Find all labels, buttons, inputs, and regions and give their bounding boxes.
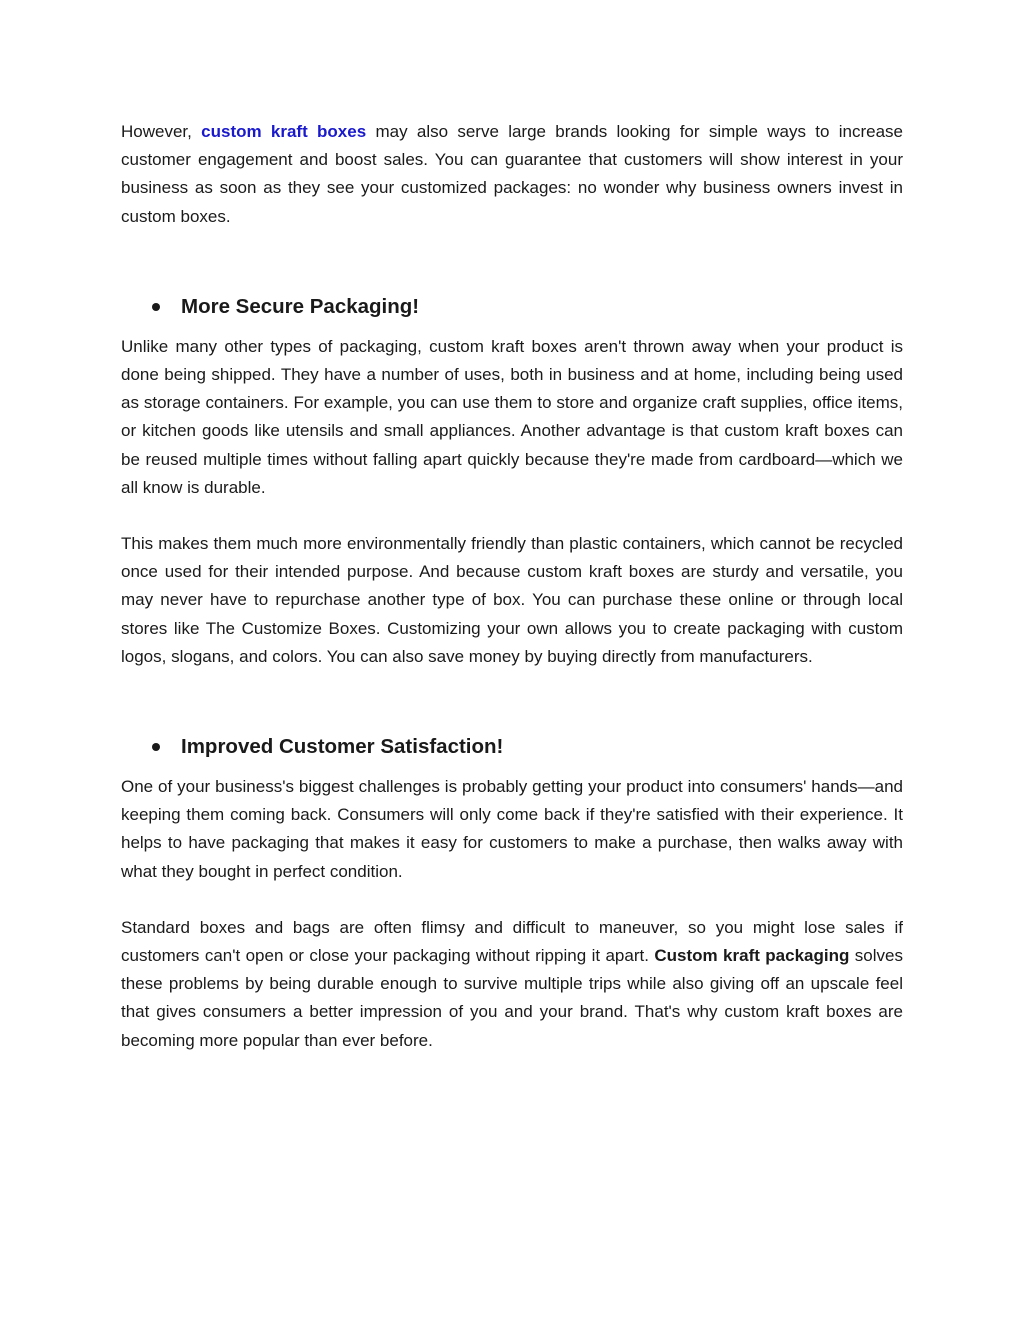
heading-more-secure-packaging: More Secure Packaging! xyxy=(181,294,420,318)
custom-kraft-boxes-link[interactable]: custom kraft boxes xyxy=(201,122,367,141)
intro-text-before: However, xyxy=(121,122,202,141)
satisfaction-text-before: Standard boxes and bags are often flimsy and difficult to maneuver, so you might lose sales if customers can't open or close your packaging without ripping it apart. xyxy=(121,917,903,966)
bullet-icon xyxy=(152,303,160,311)
secure-paragraph-2: This makes them much more environmentally friendly than plastic containers, which cannot be recycled once used for their intended purpose. And because custom kraft boxes are sturdy and versatile, you may never have to repurchase another type of box. You can purchase these online or through local stores like The Customize Boxes. Customizing your own allows you to create packaging with custom logos, slogans, and colors. You can also save money by buying directly from manufacturers. xyxy=(121,534,903,666)
custom-kraft-packaging-bold: Custom kraft packaging xyxy=(654,946,850,966)
secure-paragraph-1: Unlike many other types of packaging, custom kraft boxes aren't thrown away when your product is done being shipped. They have a number of uses, both in business and at home, including being used as storage containers. For example, you can use them to store and organize craft supplies, office items, or kitchen goods like utensils and small appliances. Another advantage is that custom kraft boxes can be reused multiple times without falling apart quickly because they're made from cardboard—which we all know is durable. xyxy=(121,336,903,497)
bullet-icon xyxy=(152,743,160,751)
intro-paragraph xyxy=(121,118,903,231)
satisfaction-paragraph-1: One of your business's biggest challenges is probably getting your product into consumers' hands—and keeping them coming back. Consumers will only come back if they're satisfied with their experience. It helps to have packaging that makes it easy for customers to make a purchase, then walks away with what they bought in perfect condition. xyxy=(121,777,903,881)
document-page xyxy=(121,118,903,1055)
section-heading-secure xyxy=(152,293,903,321)
section-heading-satisfaction xyxy=(152,733,903,761)
satisfaction-paragraph-2 xyxy=(121,914,903,1055)
heading-improved-customer-satisfaction: Improved Customer Satisfaction! xyxy=(181,735,504,759)
intro-text-after: may also serve large brands looking for simple ways to increase customer engagement and boost sales. You can guarantee that customers will show interest in your business as soon as they see your customized packages: no wonder why business owners invest in custom boxes. xyxy=(121,122,903,226)
satisfaction-text-after: solves these problems by being durable enough to survive multiple trips while also giving off an upscale feel that gives consumers a better impression of you and your brand. That's why custom kraft boxes are becoming more popular than ever before. xyxy=(121,946,903,1050)
